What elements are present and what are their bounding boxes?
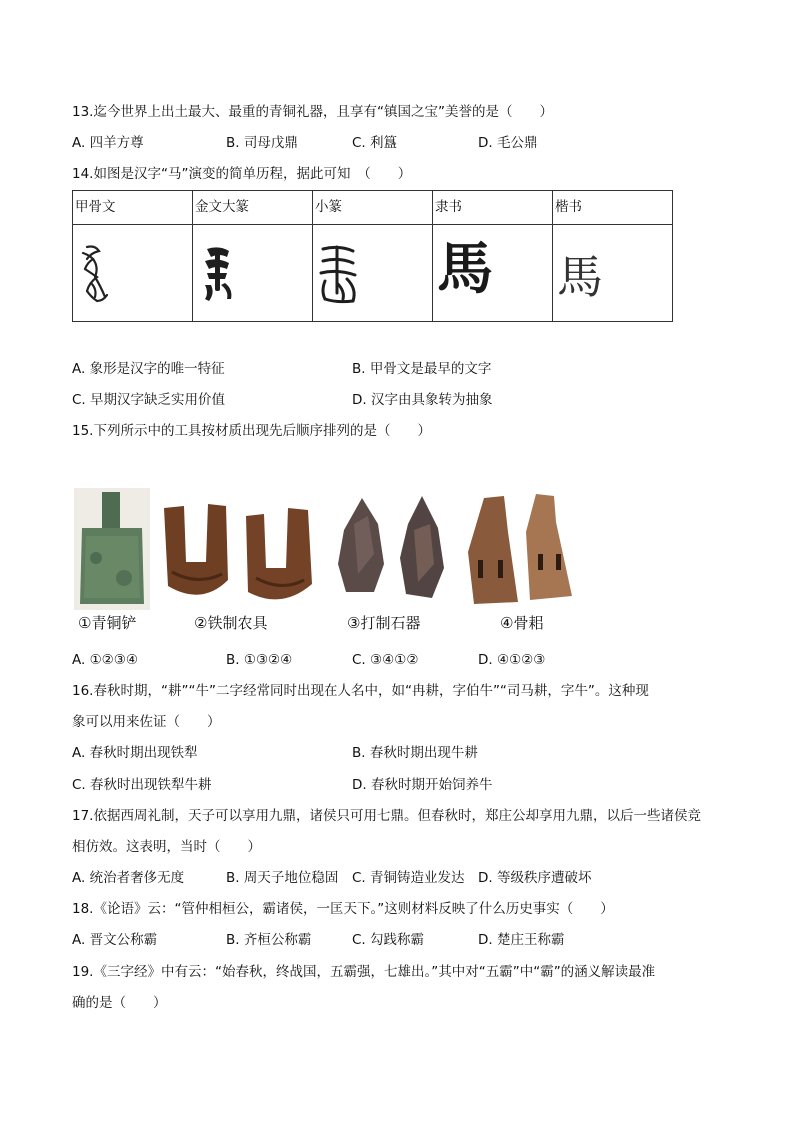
- q18-option-d[interactable]: D. 楚庄王称霸: [478, 932, 565, 948]
- caption-iron-tools: ②铁制农具: [194, 614, 268, 632]
- tools-figure: [72, 488, 592, 636]
- header-clerical: 隶书: [433, 191, 553, 225]
- cell-bronze-script-glyph: [193, 225, 313, 322]
- q17-option-c[interactable]: C. 青铜铸造业发达: [352, 870, 465, 886]
- q18-option-c[interactable]: C. 勾践称霸: [352, 932, 425, 948]
- q17-option-b[interactable]: B. 周天子地位稳固: [226, 870, 339, 886]
- header-bronze-script: 金文大篆: [193, 191, 313, 225]
- iron-farm-tools-image: [162, 502, 322, 610]
- oracle-bone-horse-glyph: [77, 243, 111, 305]
- q14-option-c[interactable]: C. 早期汉字缺乏实用价值: [72, 392, 226, 408]
- q13-option-b[interactable]: B. 司母戊鼎: [226, 135, 298, 151]
- q18-option-b[interactable]: B. 齐桓公称霸: [226, 932, 312, 948]
- q16-option-b[interactable]: B. 春秋时期出现牛耕: [352, 745, 478, 761]
- caption-bronze-spade: ①青铜铲: [78, 614, 137, 632]
- bronze-script-horse-glyph: [199, 243, 235, 303]
- q17-option-d[interactable]: D. 等级秩序遭破坏: [478, 870, 592, 886]
- q18-option-a[interactable]: A. 晋文公称霸: [72, 932, 158, 948]
- q15-option-d[interactable]: D. ④①②③: [478, 652, 546, 668]
- chipped-stone-tools-image: [334, 494, 452, 610]
- header-small-seal: 小篆: [313, 191, 433, 225]
- cell-oracle-bone-glyph: [73, 225, 193, 322]
- cell-small-seal-glyph: [313, 225, 433, 322]
- question-13-stem: 13.迄今世界上出土最大、最重的青铜礼器，且享有“镇国之宝”美誉的是（ ）: [72, 104, 553, 120]
- q15-option-b[interactable]: B. ①③②④: [226, 652, 293, 668]
- q13-option-d[interactable]: D. 毛公鼎: [478, 135, 538, 151]
- question-18-stem: 18.《论语》云：“管仲相桓公，霸诸侯，一匡天下。”这则材料反映了什么历史事实（ ）: [72, 901, 614, 917]
- horse-character-evolution-table: [72, 190, 673, 322]
- cell-regular-glyph: [553, 225, 673, 322]
- question-16-stem-line1: 16.春秋时期，“耕”“牛”二字经常同时出现在人名中，如“冉耕，字伯牛”“司马耕，字牛”。这种现: [72, 683, 649, 699]
- q14-option-d[interactable]: D. 汉字由具象转为抽象: [352, 392, 493, 408]
- question-19-stem-line2: 确的是（ ）: [72, 995, 167, 1011]
- q13-option-a[interactable]: A. 四羊方尊: [72, 135, 144, 151]
- q16-option-d[interactable]: D. 春秋时期开始饲养牛: [352, 777, 493, 793]
- question-16-stem-line2: 象可以用来佐证（ ）: [72, 714, 221, 730]
- q14-option-a[interactable]: A. 象形是汉字的唯一特征: [72, 361, 225, 377]
- q16-option-a[interactable]: A. 春秋时期出现铁犁: [72, 745, 198, 761]
- bone-spade-image: [464, 492, 584, 608]
- header-oracle-bone: 甲骨文: [73, 191, 193, 225]
- cell-clerical-glyph: [433, 225, 553, 322]
- question-15-stem: 15.下列所示中的工具按材质出现先后顺序排列的是（ ）: [72, 423, 431, 439]
- caption-bone-spade: ④骨耜: [500, 614, 544, 632]
- q15-option-a[interactable]: A. ①②③④: [72, 652, 138, 668]
- q13-option-c[interactable]: C. 利簋: [352, 135, 398, 151]
- q14-option-b[interactable]: B. 甲骨文是最早的文字: [352, 361, 492, 377]
- regular-horse-glyph: 馬: [557, 250, 603, 304]
- caption-stone-tools: ③打制石器: [347, 614, 421, 632]
- question-19-stem-line1: 19.《三字经》中有云：“始春秋，终战国，五霸强，七雄出。”其中对“五霸”中“霸”的涵义解读最准: [72, 964, 656, 980]
- bronze-spade-image: [74, 488, 150, 610]
- q16-option-c[interactable]: C. 春秋时出现铁犁牛耕: [72, 777, 212, 793]
- q15-option-c[interactable]: C. ③④①②: [352, 652, 419, 668]
- clerical-horse-glyph: 馬: [437, 236, 497, 302]
- question-14-stem: 14.如图是汉字“马”演变的简单历程，据此可知 （ ）: [72, 166, 412, 182]
- small-seal-horse-glyph: [317, 243, 361, 305]
- header-regular: 楷书: [553, 191, 673, 225]
- q17-option-a[interactable]: A. 统治者奢侈无度: [72, 870, 185, 886]
- question-17-stem-line2: 相仿效。这表明，当时（ ）: [72, 839, 261, 855]
- question-17-stem-line1: 17.依据西周礼制，天子可以享用九鼎，诸侯只可用七鼎。但春秋时，郑庄公却享用九鼎，以后一些诸侯竞: [72, 808, 701, 824]
